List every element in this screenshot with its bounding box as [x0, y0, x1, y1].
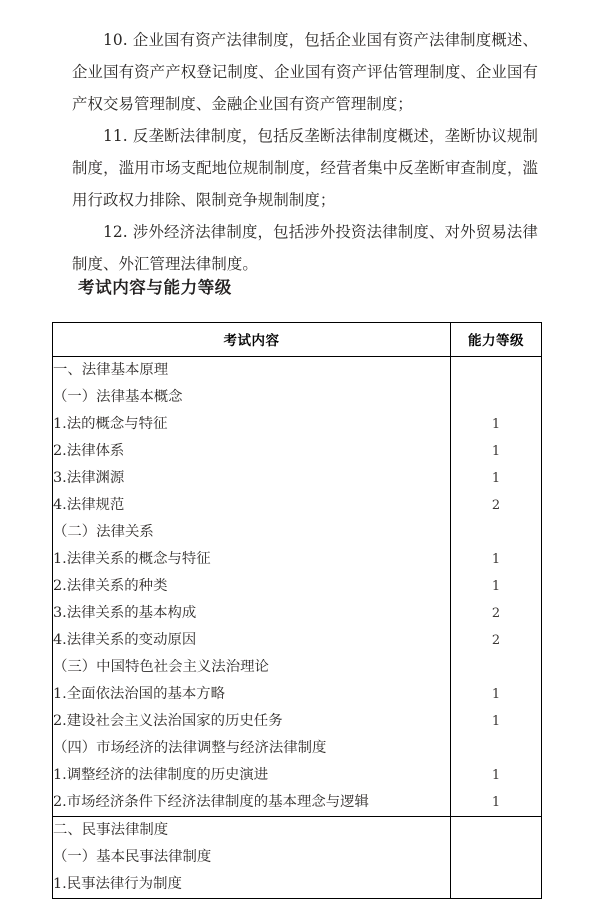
table-row: [53, 411, 542, 438]
table-row: [53, 573, 542, 600]
table-cell-level: [451, 844, 542, 871]
table-cell-content: 3.法律渊源: [53, 470, 125, 486]
table-cell-level: [451, 735, 542, 762]
table-row: [53, 600, 542, 627]
table-cell-content: 1.调整经济的法律制度的历史演进: [53, 767, 269, 783]
table-row: [53, 708, 542, 735]
table-row: [53, 762, 542, 789]
table-cell-level: [451, 357, 542, 385]
table-cell-content: （一）基本民事法律制度: [53, 849, 212, 865]
table-row: [53, 735, 542, 762]
table-cell-content: 4.法律规范: [53, 497, 125, 513]
table-row: [53, 384, 542, 411]
table-cell-content: 2.法律关系的种类: [53, 578, 168, 594]
table-row: [53, 817, 542, 845]
table-cell-level: 1: [451, 438, 542, 465]
table-cell-content: （四）市场经济的法律调整与经济法律制度: [53, 740, 327, 756]
table-cell-level: [451, 519, 542, 546]
table-cell-level: [451, 384, 542, 411]
table-cell-content: 1.民事法律行为制度: [53, 876, 182, 892]
table-cell-level: 1: [451, 546, 542, 573]
table-cell-content: 1.全面依法治国的基本方略: [53, 686, 226, 702]
table-cell-content: 2.法律体系: [53, 443, 125, 459]
table-row: [53, 789, 542, 817]
section-heading: 考试内容与能力等级: [78, 278, 232, 297]
table-cell-content: （三）中国特色社会主义法治理论: [53, 659, 269, 675]
exam-content-table: [52, 322, 542, 899]
table-row: [53, 465, 542, 492]
table-cell-level: 1: [451, 573, 542, 600]
table-cell-content: （一）法律基本概念: [53, 389, 183, 405]
table-cell-level: 1: [451, 411, 542, 438]
table-row: [53, 357, 542, 385]
table-cell-content: （二）法律关系: [53, 524, 154, 540]
table-cell-level: 1: [451, 762, 542, 789]
table-row: [53, 492, 542, 519]
table-row: [53, 844, 542, 871]
table-cell-level: 2: [451, 600, 542, 627]
table-cell-level: 1: [451, 789, 542, 817]
table-cell-content: 2.建设社会主义法治国家的历史任务: [53, 713, 283, 729]
body-text-block: [72, 24, 538, 280]
column-header-level: 能力等级: [451, 323, 542, 357]
table-cell-content: 1.法律关系的概念与特征: [53, 551, 211, 567]
table-cell-content: 4.法律关系的变动原因: [53, 632, 197, 648]
table-cell-level: 1: [451, 681, 542, 708]
table-cell-level: 2: [451, 627, 542, 654]
table-header-row: [53, 323, 542, 357]
table-cell-content: 1.法的概念与特征: [53, 416, 168, 432]
table-row: [53, 871, 542, 899]
table-cell-content: 3.法律关系的基本构成: [53, 605, 197, 621]
table-cell-content: 一、法律基本原理: [53, 362, 169, 378]
table-cell-level: [451, 654, 542, 681]
table-row: [53, 627, 542, 654]
table-body: [53, 357, 542, 899]
table-cell-content: 2.市场经济条件下经济法律制度的基本理念与逻辑: [53, 789, 451, 817]
paragraph-12: 12. 涉外经济法律制度，包括涉外投资法律制度、对外贸易法律制度、外汇管理法律制度。: [72, 223, 538, 273]
table-cell-level: [451, 871, 542, 899]
paragraph-10: 10. 企业国有资产法律制度，包括企业国有资产法律制度概述、企业国有资产产权登记制度、企业国有资产评估管理制度、企业国有产权交易管理制度、金融企业国有资产管理制度；: [72, 31, 538, 113]
table-row: [53, 654, 542, 681]
table-row: [53, 546, 542, 573]
table-cell-level: 1: [451, 465, 542, 492]
table-head: [53, 323, 542, 357]
column-header-content: 考试内容: [53, 323, 451, 357]
table-cell-level: 2: [451, 492, 542, 519]
table-cell-level: 1: [451, 708, 542, 735]
table-cell-level: [451, 817, 542, 845]
table-row: [53, 519, 542, 546]
table-cell-content: 二、民事法律制度: [53, 822, 169, 838]
table-row: [53, 438, 542, 465]
paragraph-11: 11. 反垄断法律制度，包括反垄断法律制度概述，垄断协议规制制度，滥用市场支配地位规制制度，经营者集中反垄断审查制度，滥用行政权力排除、限制竞争规制制度；: [72, 127, 538, 209]
table-row: [53, 681, 542, 708]
